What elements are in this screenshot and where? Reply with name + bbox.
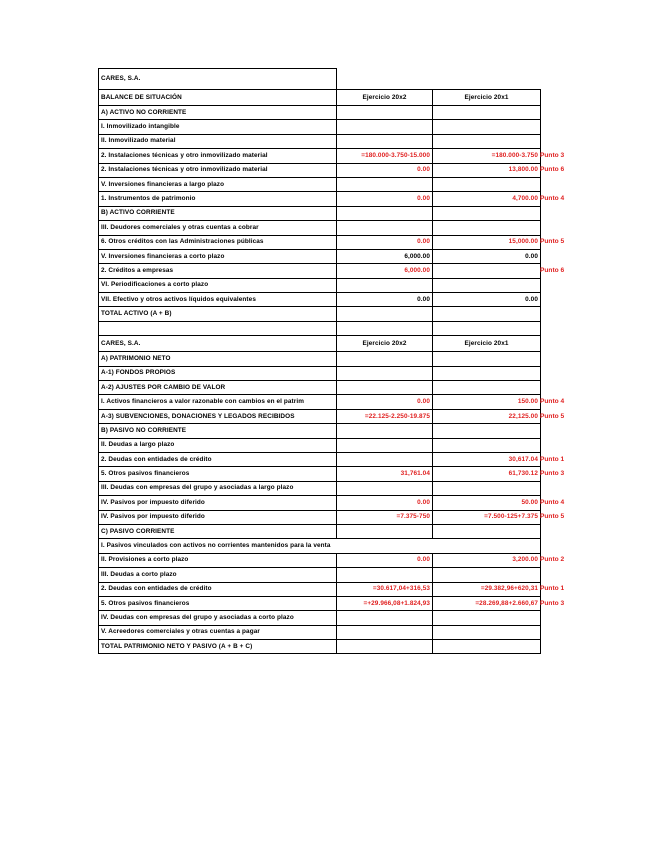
punto-annotation: Punto 3 xyxy=(540,599,565,607)
value-20x1-cell[interactable] xyxy=(433,307,541,321)
sheet-row xyxy=(99,424,541,438)
sheet-row xyxy=(99,249,541,263)
value-20x2-cell[interactable]: 6,000.00 xyxy=(337,264,433,278)
punto-annotation: Punto 3 xyxy=(540,151,565,159)
company-name-cell[interactable]: CARES, S.A. xyxy=(99,69,337,90)
row-label-cell[interactable]: A-2) AJUSTES POR CAMBIO DE VALOR xyxy=(99,381,337,395)
sheet-row xyxy=(99,625,541,639)
sheet-row xyxy=(99,106,541,120)
row-label-cell[interactable]: A-3) SUBVENCIONES, DONACIONES Y LEGADOS RECIBIDOS xyxy=(99,409,337,423)
value-20x2-cell[interactable] xyxy=(337,568,433,582)
sheet-row xyxy=(99,452,541,466)
value-20x2-cell[interactable]: 31,761.04 xyxy=(337,467,433,481)
sheet-row xyxy=(99,381,541,395)
value-20x2-cell[interactable] xyxy=(337,278,433,292)
sheet-row xyxy=(99,321,541,335)
punto-annotation: Punto 6 xyxy=(540,166,565,174)
row-label-cell[interactable]: III. Deudas con empresas del grupo y asociadas a largo plazo xyxy=(99,481,337,495)
value-20x1-cell[interactable] xyxy=(433,625,541,639)
value-20x2-cell[interactable] xyxy=(337,438,433,452)
sheet-row xyxy=(99,307,541,321)
row-label-cell[interactable]: A) ACTIVO NO CORRIENTE xyxy=(99,106,337,120)
value-20x2-cell[interactable] xyxy=(337,640,433,654)
value-20x1-cell[interactable] xyxy=(433,524,541,538)
value-20x1-cell[interactable]: =29.382,96+620,31 xyxy=(433,582,541,596)
row-label-cell[interactable]: B) PASIVO NO CORRIENTE xyxy=(99,424,337,438)
value-20x1-cell[interactable] xyxy=(433,352,541,366)
value-20x1-cell[interactable]: 13,800.00 xyxy=(433,163,541,177)
row-label-cell[interactable]: 2. Instalaciones técnicas y otro inmovilizado material xyxy=(99,163,337,177)
row-label-cell[interactable]: B) ACTIVO CORRIENTE xyxy=(99,206,337,220)
value-20x2-cell[interactable] xyxy=(337,611,433,625)
row-label-cell[interactable]: 6. Otros créditos con las Administraciones públicas xyxy=(99,235,337,249)
value-20x1-cell[interactable] xyxy=(433,134,541,148)
row-label-cell[interactable]: 1. Instrumentos de patrimonio xyxy=(99,192,337,206)
value-20x1-cell[interactable]: Ejercicio 20x1 xyxy=(433,336,541,352)
sheet-row xyxy=(99,582,541,596)
value-20x2-cell[interactable] xyxy=(337,134,433,148)
sheet-row xyxy=(99,611,541,625)
value-20x2-cell[interactable] xyxy=(337,177,433,191)
row-label-cell[interactable]: A) PATRIMONIO NETO xyxy=(99,352,337,366)
value-20x2-cell[interactable]: 0.00 xyxy=(337,163,433,177)
value-20x2-cell[interactable] xyxy=(337,106,433,120)
value-20x2-cell[interactable]: =30.617,04+316,53 xyxy=(337,582,433,596)
value-20x1-cell[interactable] xyxy=(433,481,541,495)
value-20x2-cell[interactable]: =7.375-750 xyxy=(337,510,433,524)
sheet-row xyxy=(99,134,541,148)
value-20x2-cell[interactable]: 0.00 xyxy=(337,293,433,307)
row-label-cell[interactable]: V. Acreedores comerciales y otras cuentas a pagar xyxy=(99,625,337,639)
sheet-row xyxy=(99,90,541,106)
sheet-row xyxy=(99,539,541,553)
value-20x2-cell[interactable] xyxy=(337,481,433,495)
value-20x1-cell[interactable]: 22,125.00 xyxy=(433,409,541,423)
value-20x1-cell[interactable]: 4,700.00 xyxy=(433,192,541,206)
punto-annotation: Punto 1 xyxy=(540,585,565,593)
row-label-cell[interactable]: C) PASIVO CORRIENTE xyxy=(99,524,337,538)
punto-annotation: Punto 4 xyxy=(540,195,565,203)
sheet-row xyxy=(99,192,541,206)
sheet-row xyxy=(99,336,541,352)
value-20x2-cell[interactable] xyxy=(337,452,433,466)
value-20x2-cell[interactable]: Ejercicio 20x2 xyxy=(337,336,433,352)
value-20x1-cell[interactable]: =28.269,88+2.660,67 xyxy=(433,596,541,610)
value-20x1-cell[interactable] xyxy=(433,264,541,278)
row-label-cell[interactable]: 2. Deudas con entidades de crédito xyxy=(99,452,337,466)
punto-annotation: Punto 1 xyxy=(540,455,565,463)
sheet-row xyxy=(99,221,541,235)
punto-annotation: Punto 5 xyxy=(540,513,565,521)
row-label-cell[interactable]: I. Activos financieros a valor razonable con cambios en el patrim xyxy=(99,395,337,409)
value-20x2-cell[interactable] xyxy=(337,625,433,639)
value-20x1-cell[interactable]: 0.00 xyxy=(433,249,541,263)
row-label-cell[interactable]: II. Provisiones a corto plazo xyxy=(99,553,337,567)
value-20x1-cell[interactable]: 0.00 xyxy=(433,293,541,307)
sheet-row xyxy=(99,467,541,481)
sheet-row xyxy=(99,395,541,409)
value-20x2-cell[interactable] xyxy=(337,307,433,321)
row-label-cell[interactable]: 5. Otros pasivos financieros xyxy=(99,467,337,481)
company-header-row xyxy=(99,69,541,90)
sheet-row xyxy=(99,553,541,567)
sheet-row xyxy=(99,278,541,292)
row-label-cell[interactable]: 2. Deudas con entidades de crédito xyxy=(99,582,337,596)
value-20x1-cell[interactable] xyxy=(433,568,541,582)
value-20x2-cell[interactable] xyxy=(337,524,433,538)
value-20x2-cell[interactable] xyxy=(337,424,433,438)
balance-sheet-table xyxy=(98,68,541,654)
sheet-row xyxy=(99,163,541,177)
value-20x2-cell[interactable] xyxy=(337,381,433,395)
row-label-cell[interactable]: CARES, S.A. xyxy=(99,336,337,352)
sheet-row xyxy=(99,640,541,654)
row-label-cell[interactable]: 5. Otros pasivos financieros xyxy=(99,596,337,610)
value-20x1-cell[interactable] xyxy=(433,611,541,625)
sheet-row xyxy=(99,496,541,510)
row-label-cell[interactable]: II. Inmovilizado material xyxy=(99,134,337,148)
value-20x2-cell[interactable] xyxy=(337,206,433,220)
sheet-row xyxy=(99,510,541,524)
value-20x2-cell[interactable] xyxy=(337,120,433,134)
sheet-row xyxy=(99,596,541,610)
value-20x1-cell[interactable]: 3,200.00 xyxy=(433,553,541,567)
value-20x1-cell[interactable] xyxy=(433,640,541,654)
value-20x2-cell[interactable] xyxy=(337,321,433,335)
sheet-row xyxy=(99,120,541,134)
value-20x2-cell[interactable]: =180.000-3.750-15.000 xyxy=(337,149,433,163)
sheet-row xyxy=(99,149,541,163)
value-20x1-cell[interactable] xyxy=(433,120,541,134)
sheet-row xyxy=(99,438,541,452)
row-label-cell[interactable]: A-1) FONDOS PROPIOS xyxy=(99,366,337,380)
value-20x1-cell[interactable] xyxy=(433,221,541,235)
sheet-row xyxy=(99,177,541,191)
value-20x2-cell[interactable] xyxy=(337,352,433,366)
sheet-row xyxy=(99,235,541,249)
punto-annotation: Punto 2 xyxy=(540,556,565,564)
value-20x2-cell[interactable] xyxy=(337,366,433,380)
value-20x2-cell[interactable]: =+29.966,08+1.824,93 xyxy=(337,596,433,610)
balance-sheet-body xyxy=(99,69,541,654)
punto-annotation: Punto 6 xyxy=(540,266,565,274)
row-label-cell[interactable]: IV. Pasivos por impuesto diferido xyxy=(99,496,337,510)
row-label-cell[interactable]: V. Inversiones financieras a largo plazo xyxy=(99,177,337,191)
value-20x2-cell[interactable]: 0.00 xyxy=(337,553,433,567)
row-label-cell[interactable]: II. Deudas a largo plazo xyxy=(99,438,337,452)
value-20x2-cell[interactable]: 0.00 xyxy=(337,235,433,249)
row-label-cell[interactable]: I. Pasivos vinculados con activos no corrientes mantenidos para la venta xyxy=(99,539,541,553)
row-label-cell[interactable]: V. Inversiones financieras a corto plazo xyxy=(99,249,337,263)
sheet-row xyxy=(99,352,541,366)
punto-annotation: Punto 4 xyxy=(540,498,565,506)
sheet-row xyxy=(99,293,541,307)
value-20x2-cell[interactable]: 0.00 xyxy=(337,192,433,206)
value-20x2-cell[interactable]: Ejercicio 20x2 xyxy=(337,90,433,106)
value-20x2-cell[interactable]: 0.00 xyxy=(337,395,433,409)
value-20x2-cell[interactable]: =22.125-2.250-19.875 xyxy=(337,409,433,423)
sheet-row xyxy=(99,206,541,220)
value-20x1-cell[interactable] xyxy=(433,424,541,438)
row-label-cell[interactable]: BALANCE DE SITUACIÓN xyxy=(99,90,337,106)
row-label-cell[interactable]: III. Deudas a corto plazo xyxy=(99,568,337,582)
row-label-cell[interactable]: TOTAL ACTIVO (A + B) xyxy=(99,307,337,321)
row-label-cell[interactable]: IV. Pasivos por impuesto diferido xyxy=(99,510,337,524)
sheet-row xyxy=(99,366,541,380)
value-20x1-cell[interactable] xyxy=(433,206,541,220)
value-20x1-cell[interactable]: 150.00 xyxy=(433,395,541,409)
punto-annotation: Punto 3 xyxy=(540,470,565,478)
value-20x1-cell[interactable]: =7.500-125+7.375 xyxy=(433,510,541,524)
punto-annotation: Punto 4 xyxy=(540,398,565,406)
punto-annotation: Punto 5 xyxy=(540,238,565,246)
value-20x1-cell[interactable] xyxy=(433,438,541,452)
row-label-cell[interactable]: I. Inmovilizado intangible xyxy=(99,120,337,134)
sheet-row xyxy=(99,481,541,495)
row-label-cell[interactable]: VII. Efectivo y otros activos líquidos equivalentes xyxy=(99,293,337,307)
sheet-row xyxy=(99,264,541,278)
row-label-cell[interactable]: 2. Instalaciones técnicas y otro inmovilizado material xyxy=(99,149,337,163)
value-20x1-cell[interactable] xyxy=(433,381,541,395)
value-20x1-cell[interactable] xyxy=(433,366,541,380)
value-20x1-cell[interactable]: 15,000.00 xyxy=(433,235,541,249)
sheet-row xyxy=(99,409,541,423)
row-label-cell[interactable]: IV. Deudas con empresas del grupo y asociadas a corto plazo xyxy=(99,611,337,625)
value-20x1-cell[interactable]: =180.000-3.750 xyxy=(433,149,541,163)
row-label-cell[interactable]: 2. Créditos a empresas xyxy=(99,264,337,278)
row-label-cell[interactable] xyxy=(99,321,337,335)
value-20x2-cell[interactable]: 6,000.00 xyxy=(337,249,433,263)
value-20x1-cell[interactable]: Ejercicio 20x1 xyxy=(433,90,541,106)
value-20x1-cell[interactable]: 61,730.12 xyxy=(433,467,541,481)
value-20x1-cell[interactable]: 50.00 xyxy=(433,496,541,510)
value-20x1-cell[interactable] xyxy=(433,278,541,292)
sheet-row xyxy=(99,524,541,538)
value-20x1-cell[interactable] xyxy=(433,177,541,191)
value-20x1-cell[interactable] xyxy=(433,321,541,335)
value-20x1-cell[interactable]: 30,617.04 xyxy=(433,452,541,466)
value-20x1-cell[interactable] xyxy=(433,106,541,120)
punto-annotation: Punto 5 xyxy=(540,412,565,420)
sheet-row xyxy=(99,568,541,582)
value-20x2-cell[interactable] xyxy=(337,221,433,235)
value-20x2-cell[interactable]: 0.00 xyxy=(337,496,433,510)
row-label-cell[interactable]: TOTAL PATRIMONIO NETO Y PASIVO (A + B + C) xyxy=(99,640,337,654)
row-label-cell[interactable]: III. Deudores comerciales y otras cuentas a cobrar xyxy=(99,221,337,235)
row-label-cell[interactable]: VI. Periodificaciones a corto plazo xyxy=(99,278,337,292)
